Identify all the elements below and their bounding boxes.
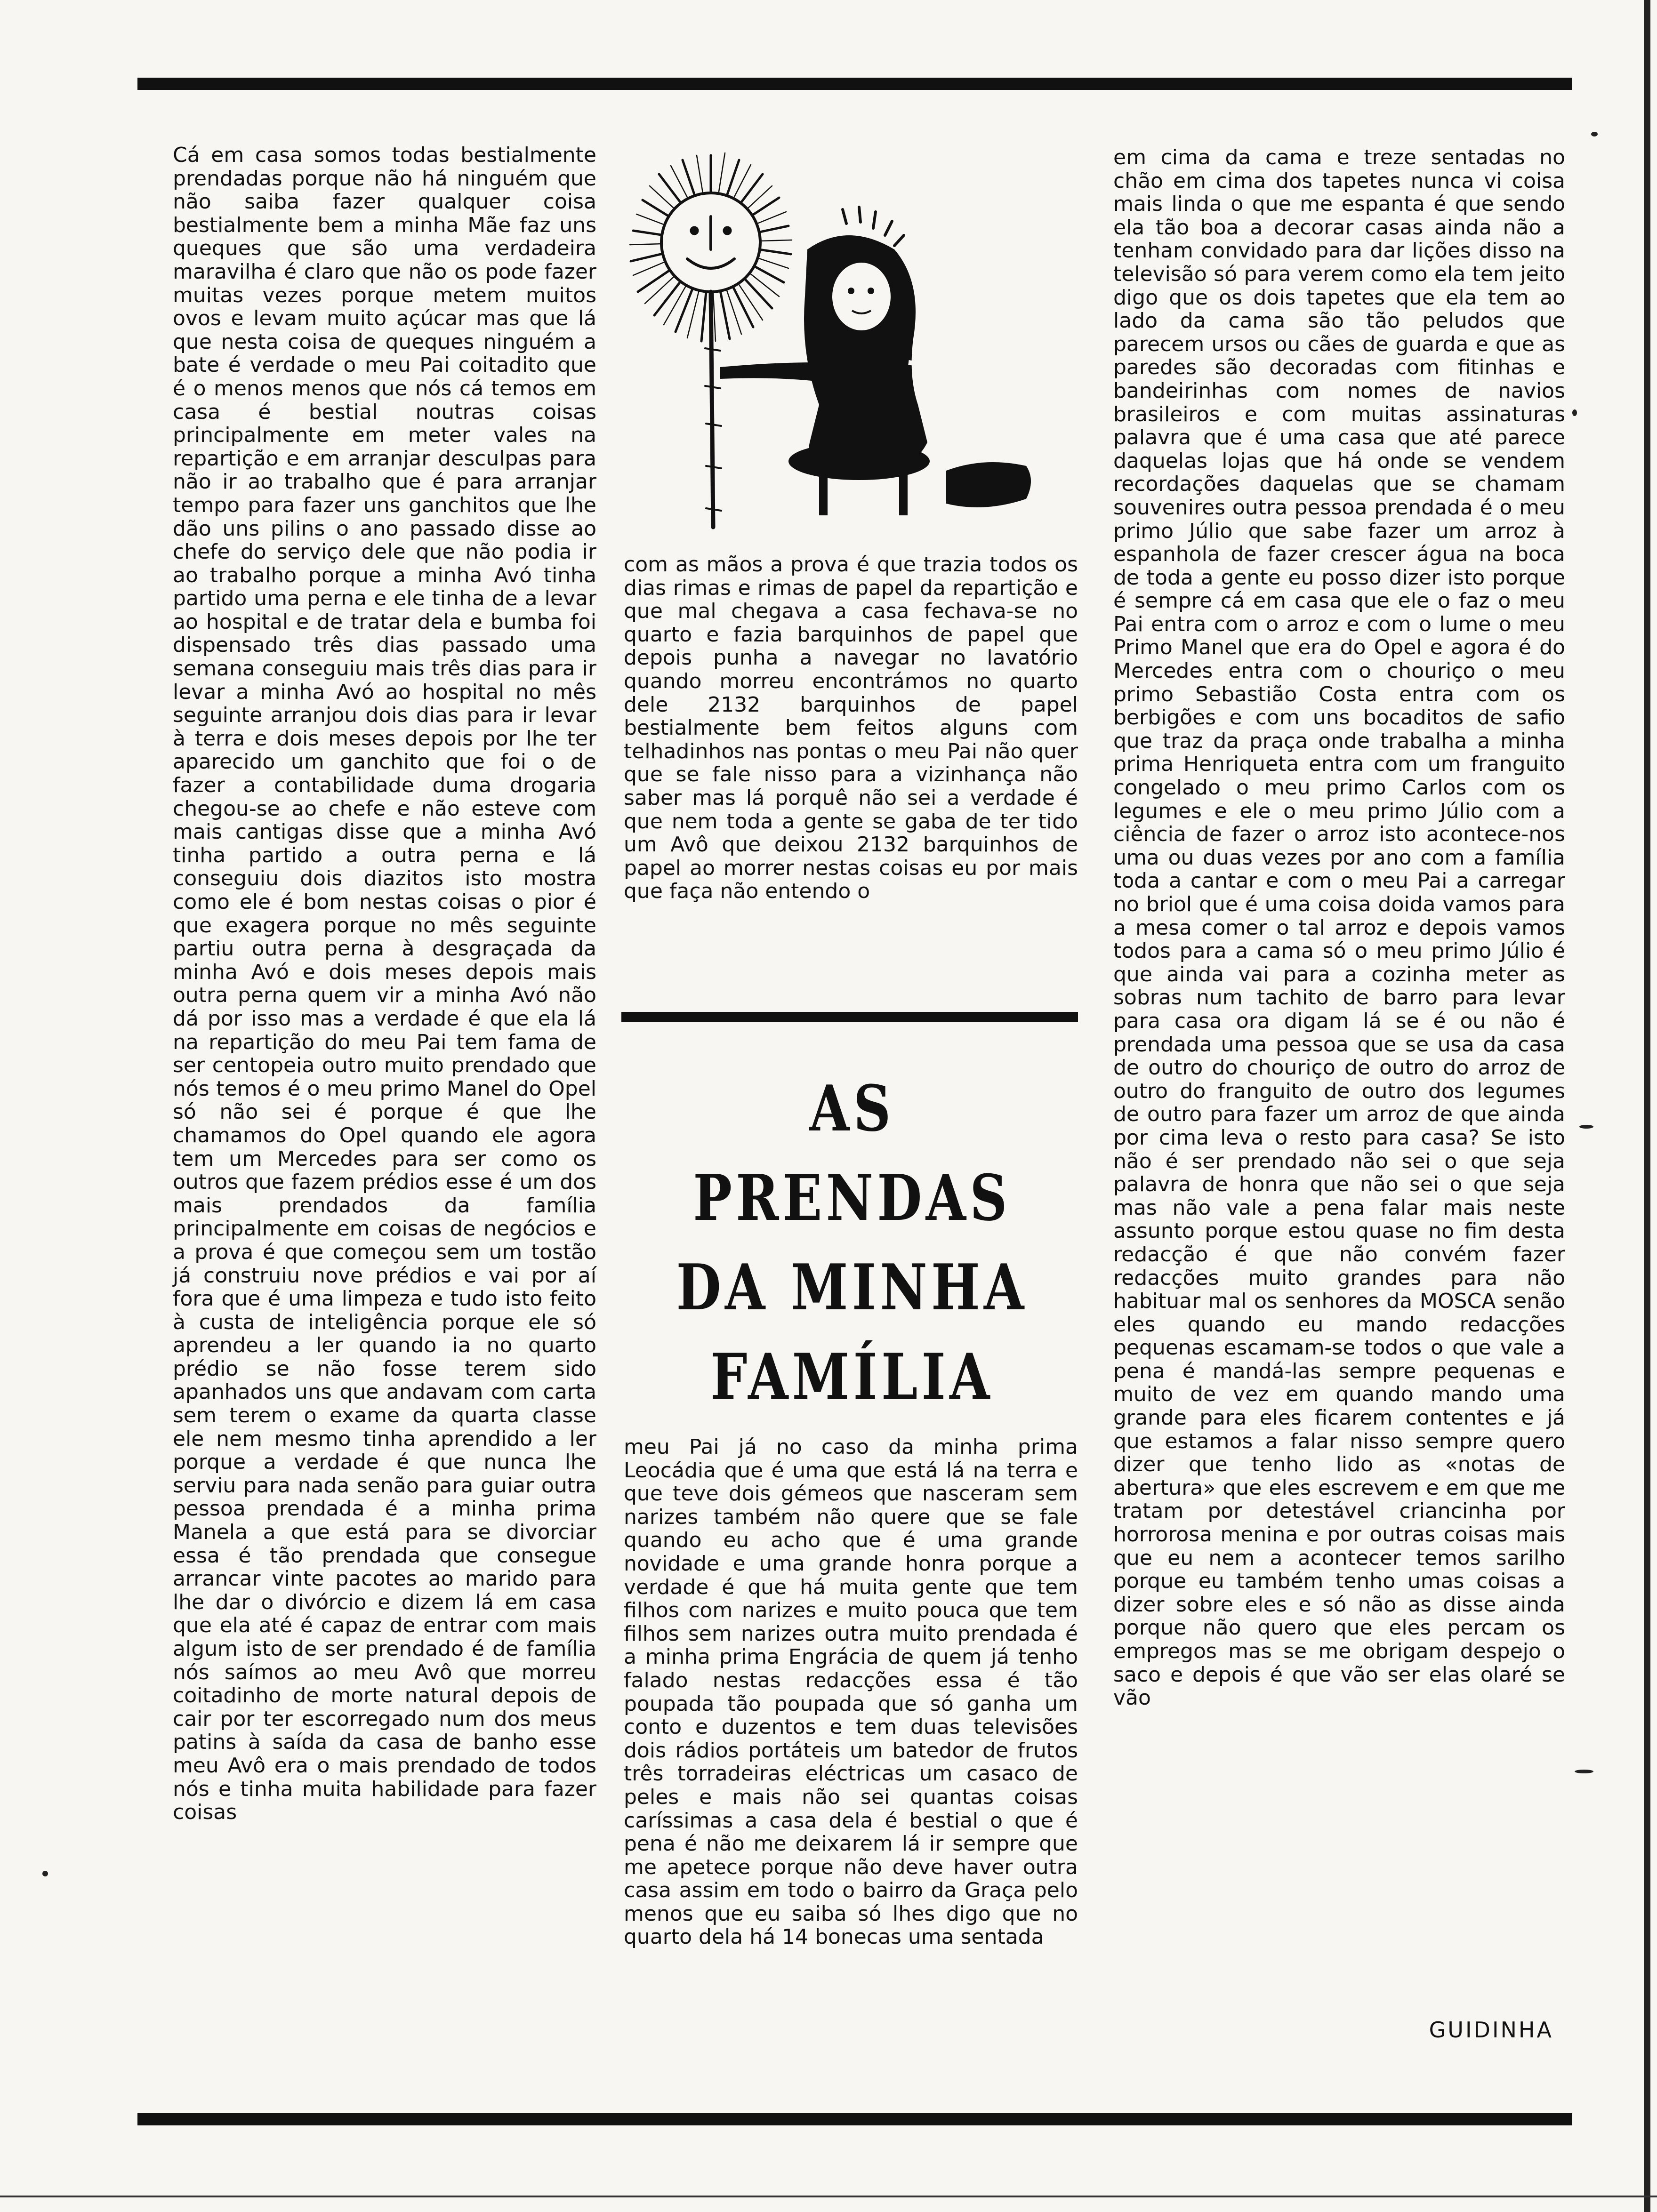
title-separator-rule	[621, 1012, 1078, 1022]
article-column-3: em cima da cama e treze sentadas no chão em cima dos tapetes nunca vi coisa mais linda o que me espanta é que sendo ela tão boa a decorar casas ainda não a tenham convidado para dar lições disso na televisão só para verem como ela tem jeito digo que os dois tapetes que ela tem ao lado da cama são tão peludos que parecem ursos ou cães de guarda e que as paredes são decoradas com fitinhas e bandeirinhas com nomes de navios brasileiros e com muitas assinaturas palavra que é uma casa que até parece daquelas lojas que há onde se vendem recordações daquelas que se chamam souvenires outra pessoa prendada é o meu primo Júlio que sabe fazer um arroz à espanhola de fazer crescer água na boca de toda a gente eu posso dizer isto porque é sempre cá em casa que ele o faz o meu Pai entra com o arroz e com o lume o meu Primo Manel que era do Opel e agora é do Mercedes entra com o chouriço o meu primo Sebastião Costa entra com os berbigões e com uns bocaditos de safio que traz da praça onde trabalha a minha prima Henriqueta entra com um franguito congelado o meu primo Carlos com os legumes e ele o meu primo Júlio com a ciência de fazer o arroz isto acontece-nos uma ou duas vezes por ano com a família toda a cantar e com o meu Pai a carregar no briol que é uma coisa doida vamos para a mesa comer o tal arroz e depois vamos todos para a cama só o meu primo Júlio é que ainda vai para a cozinha meter as sobras num tachito de barro para levar para casa ora digam lá se é ou não é prendada uma pessoa que se usa da casa de outro do chouriço de outro do arroz de outro do franguito de outro dos legumes de outro para fazer um arroz de que ainda por cima leva o resto para casa? Se isto não é ser prendado não sei o que seja palavra de honra que não sei o que seja mas não vale a pena falar mais neste assunto porque estou quase no fim desta redacção é que não convém fazer redacções muito grandes para não habituar mal os senhores da MOSCA senão eles quando eu mando redacções pequenas escamam-se todos o que vale a pena é mandá-las sempre pequenas e muito de vez em quando mando uma grande para eles ficarem contentes e já que estamos a falar nisso sempre quero dizer que tenho lido as «notas de abertura» que eles escrevem e em que me tratam por detestável criancinha por horrorosa menina e por outras coisas mais que eu nem a acontecer temos sarilho porque eu também tenho umas coisas a dizer sobre eles e só não as disse ainda porque não quero que eles percam os empregos mas se me obrigam despejo o saco e depois é que vão ser elas olaré se vão	[1113, 145, 1565, 1710]
page-bottom-edge	[0, 2196, 1657, 2197]
scan-speck	[1591, 132, 1598, 136]
author-signature: GUIDINHA	[1429, 2017, 1553, 2043]
scan-speck	[1579, 1125, 1593, 1129]
article-title	[655, 1064, 1049, 1421]
scan-speck	[1572, 409, 1577, 416]
article-column-2-top: com as mãos a prova é que trazia todos os dias rimas e rimas de papel da repartição e que mal chegava a casa fechava-se no quarto e fazia barquinhos de papel que depois punha a navegar no lavatório quando morreu encontrámos no quarto dele 2132 barquinhos de papel bestialmente bem feitos alguns com telhadinhos nas pontas o meu Pai não quer que se fale nisso para a vizinhança não saber mas lá porquê não sei a verdade é que nem toda a gente se gaba de ter tido um Avô que deixou 2132 barquinhos de papel ao morrer nestas coisas eu por mais que faça não entendo o	[624, 553, 1078, 904]
title-line: FAMÍLIA	[710, 1339, 994, 1414]
title-line: AS PRENDAS	[693, 1071, 1011, 1235]
scan-speck	[42, 1871, 48, 1876]
girl-with-sun-illustration	[621, 141, 1036, 532]
article-column-2-bottom: meu Pai já no caso da minha prima Leocádia que é uma que está lá na terra e que teve dois gémeos que nasceram sem narizes também não quere que se fale quando eu acho que é uma grande novidade e uma grande honra porque a verdade é que há muita gente que tem filhos com narizes e muito pouca que tem filhos sem narizes outra muito prendada é a minha prima Engrácia de quem já tenho falado nestas redacções essa é tão poupada tão poupada que só ganha um conto e duzentos e tem duas televisões dois rádios portáteis um batedor de frutos três torradeiras eléctricas um casaco de peles e mais não sei quantas coisas caríssimas a casa dela é bestial o que é pena é não me deixarem lá ir sempre que me apetece porque não deve haver outra casa assim em todo o bairro da Graça pelo menos que eu saiba só lhes digo que no quarto dela há 14 bonecas uma sentada	[624, 1435, 1078, 1949]
title-line: DA MINHA	[676, 1250, 1028, 1324]
top-rule	[137, 78, 1572, 90]
bottom-rule	[137, 2113, 1572, 2125]
scan-speck	[1575, 1770, 1593, 1773]
article-column-1: Cá em casa somos todas bestialmente prendadas porque não há ninguém que não saiba fazer qualquer coisa bestialmente bem a minha Mãe faz uns queques que são uma verdadeira maravilha é claro que não os pode fazer muitas vezes porque metem muitos ovos e levam muito açúcar mas que lá que nesta coisa de queques ninguém a bate é verdade o meu Pai coitadito que é o menos menos que nós cá temos em casa é bestial noutras coisas principalmente em meter vales na repartição e em arranjar desculpas para não ir ao trabalho que é para arranjar tempo para fazer uns ganchitos que lhe dão uns pilins o ano passado disse ao chefe do serviço dele que não podia ir ao trabalho porque a minha Avó tinha partido uma perna e ele tinha de a levar ao hospital e de tratar dela e bumba foi dispensado três dias passado uma semana conseguiu mais três dias para ir levar a minha Avó ao hospital no mês seguinte arranjou dois dias para ir levar à terra e dois meses depois por lhe ter aparecido um ganchito que foi o de fazer a contabilidade duma drogaria chegou-se ao chefe e não esteve com mais cantigas disse que a minha Avó tinha partido a outra perna e lá conseguiu dois diazitos isto mostra como ele é bom nestas coisas o pior é que exagera porque no mês seguinte partiu outra perna à desgraçada da minha Avó e dois meses depois mais outra perna quem vir a minha Avó não dá por isso mas a verdade é que ela lá na repartição do meu Pai tem fama de ser centopeia outro muito prendado que nós temos é o meu primo Manel do Opel só não sei é porque é que lhe chamamos do Opel quando ele agora tem um Mercedes para ser como os outros que fazem prédios esse é um dos mais prendados da família principalmente em coisas de negócios e a prova é que começou sem um tostão já construiu nove prédios e vai por aí fora que é uma limpeza e tudo isto feito à custa de inteligência porque ele só aprendeu a ler quando ia no quarto prédio se não fosse terem sido apanhados uns que andavam com carta sem terem o exame da quarta classe ele nem mesmo tinha aprendido a ler porque a verdade é que nunca lhe serviu para nada senão para guiar outra pessoa prendada é a minha prima Manela a que está para se divorciar essa é tão prendada que consegue arrancar vinte pacotes ao marido para lhe dar o divórcio e dizem lá em casa que ela até é capaz de entrar com mais algum isto de ser prendado é de família nós saímos ao meu Avô que morreu coitadinho de morte natural depois de cair por ter escorregado num dos meus patins à saída da casa de banho esse meu Avô era o mais prendado de todos nós e tinha muita habilidade para fazer coisas	[173, 143, 596, 1825]
page-edge-shadow	[1644, 0, 1650, 2212]
